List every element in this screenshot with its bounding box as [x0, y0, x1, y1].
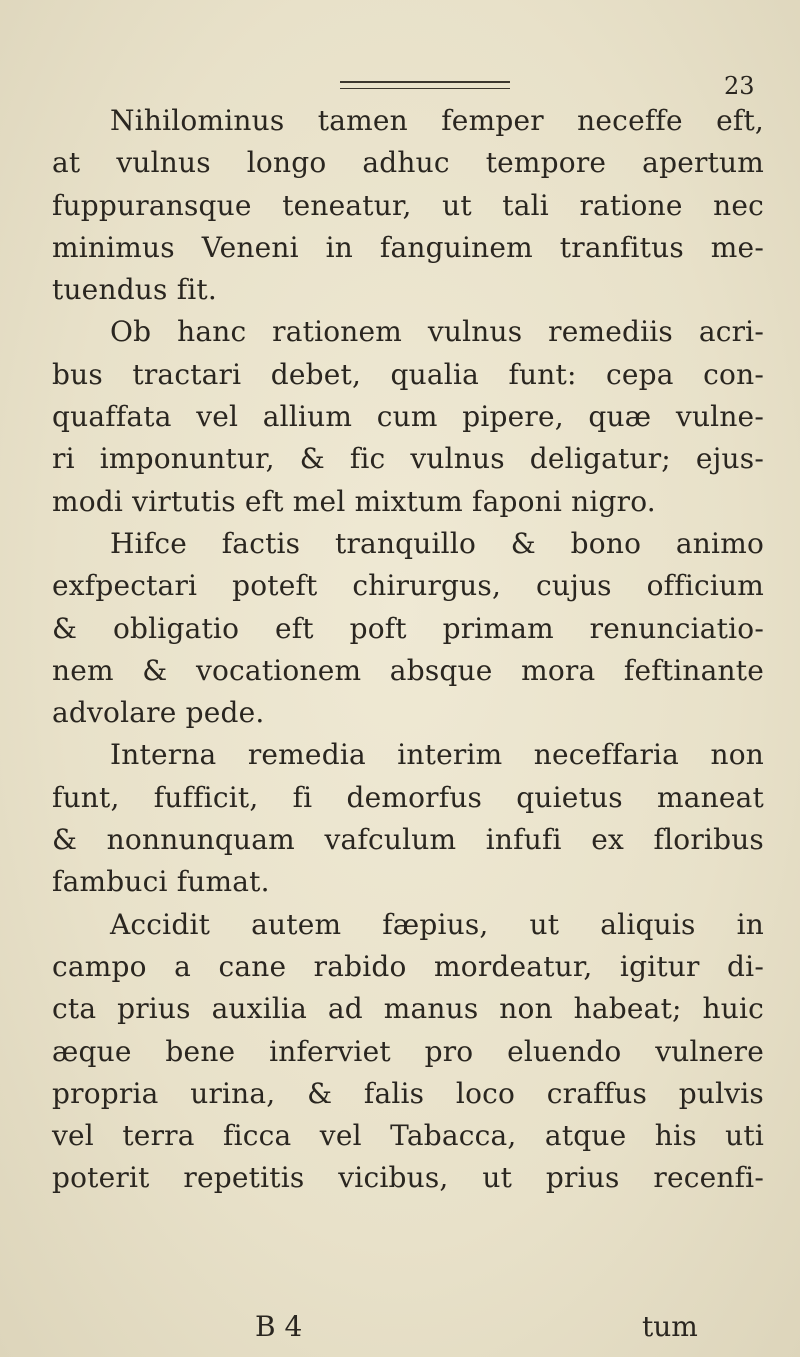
text-line: tuendus fit. [52, 273, 217, 307]
text-line: fambuci fumat. [52, 865, 270, 899]
text-line: æque bene inferviet pro eluendo vulnere [52, 1034, 764, 1068]
text-line: quaffata vel allium cum pipere, quæ vulne- [52, 400, 764, 434]
text-line: fuppuransque teneatur, ut tali ratione nec [52, 188, 764, 222]
text-line: cta prius auxilia ad manus non habeat; huic [52, 992, 764, 1026]
text-line: campo a cane rabido mordeatur, igitur di- [52, 949, 764, 983]
text-line: Ob hanc rationem vulnus remediis acri- [110, 315, 764, 349]
body-text [52, 100, 764, 1200]
text-line: & nonnunquam vafculum infufi ex floribus [52, 823, 764, 857]
text-line: vel terra ficca vel Tabacca, atque his uti [52, 1119, 764, 1153]
text-line: ri imponuntur, & fic vulnus deligatur; ejus- [52, 442, 764, 476]
text-line: nem & vocationem absque mora feftinante [52, 653, 764, 687]
page-number: 23 [724, 72, 755, 100]
text-line: Accidit autem fæpius, ut aliquis in [110, 907, 764, 941]
text-line: poterit repetitis vicibus, ut prius recenfi- [52, 1161, 764, 1195]
text-line: Hifce factis tranquillo & bono animo [110, 526, 764, 560]
text-line: bus tractari debet, qualia funt: cepa con- [52, 357, 764, 391]
text-line: Nihilominus tamen femper neceffe eft, [110, 104, 764, 137]
text-line: advolare pede. [52, 696, 265, 730]
signature-mark: B 4 [255, 1310, 303, 1343]
catchword: tum [642, 1310, 698, 1343]
text-line: modi virtutis eft mel mixtum faponi nigro. [52, 484, 656, 518]
text-line: funt, fufficit, fi demorfus quietus maneat [52, 780, 764, 814]
text-line: minimus Veneni in fanguinem tranfitus me- [52, 230, 764, 264]
header-rule [340, 81, 510, 89]
text-line: at vulnus longo adhuc tempore apertum [52, 146, 764, 180]
text-line: propria urina, & falis loco craffus pulvis [52, 1076, 764, 1110]
text-line: exfpectari poteft chirurgus, cujus officium [52, 569, 764, 603]
text-line: & obligatio eft poft primam renunciatio- [52, 611, 764, 645]
text-line: Interna remedia interim neceffaria non [110, 738, 764, 772]
